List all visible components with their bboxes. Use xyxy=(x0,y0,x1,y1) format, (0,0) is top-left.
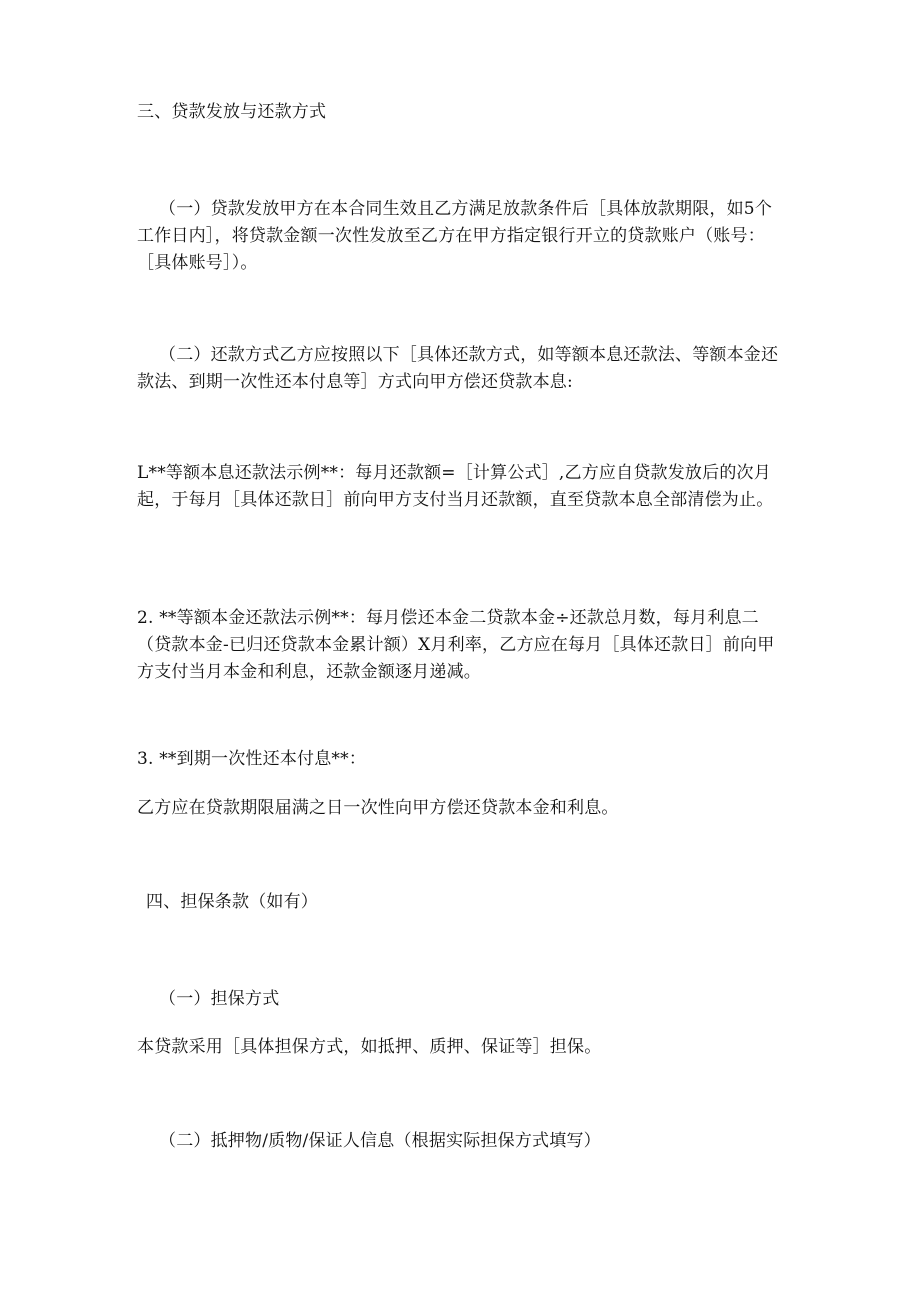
clause-loan-disbursement: （一）贷款发放甲方在本合同生效且乙方满足放款条件后［具体放款期限，如5个工作日内］，将贷款金额一次性发放至乙方在甲方指定银行开立的贷款账户（账号：［具体账号］）。 xyxy=(137,199,773,273)
clause-guarantee-method-title: （一）担保方式 xyxy=(159,989,280,1009)
example-bullet-repayment-body: 乙方应在贷款期限届满之日一次性向甲方偿还贷款本金和利息。 xyxy=(137,798,619,818)
example-equal-principal: 2. **等额本金还款法示例**：每月偿还本金二贷款本金÷还款总月数，每月利息二（贷款本金-已归还贷款本金累计额）X月利率，乙方应在每月［具体还款日］前向甲方支付当月本金和利息，还款金额逐月递减。 xyxy=(137,608,775,682)
example-bullet-repayment-title: 3. **到期一次性还本付息**： xyxy=(137,749,367,769)
example-equal-installment: L**等额本息还款法示例**：每月还款额=［计算公式］,乙方应自贷款发放后的次月起，于每月［具体还款日］前向甲方支付当月还款额，直至贷款本息全部清偿为止。 xyxy=(137,463,774,510)
section-heading-loan-disbursement-repayment: 三、贷款发放与还款方式 xyxy=(137,102,327,122)
clause-collateral-info-title: （二）抵押物/质物/保证人信息（根据实际担保方式填写） xyxy=(159,1131,601,1151)
clause-guarantee-method-body: 本贷款采用［具体担保方式，如抵押、质押、保证等］担保。 xyxy=(137,1037,602,1057)
section-heading-guarantee: 四、担保条款（如有） xyxy=(146,892,318,912)
clause-repayment-method: （二）还款方式乙方应按照以下［具体还款方式，如等额本息还款法、等额本金还款法、到期一次性还本付息等］方式向甲方偿还贷款本息: xyxy=(137,345,779,392)
